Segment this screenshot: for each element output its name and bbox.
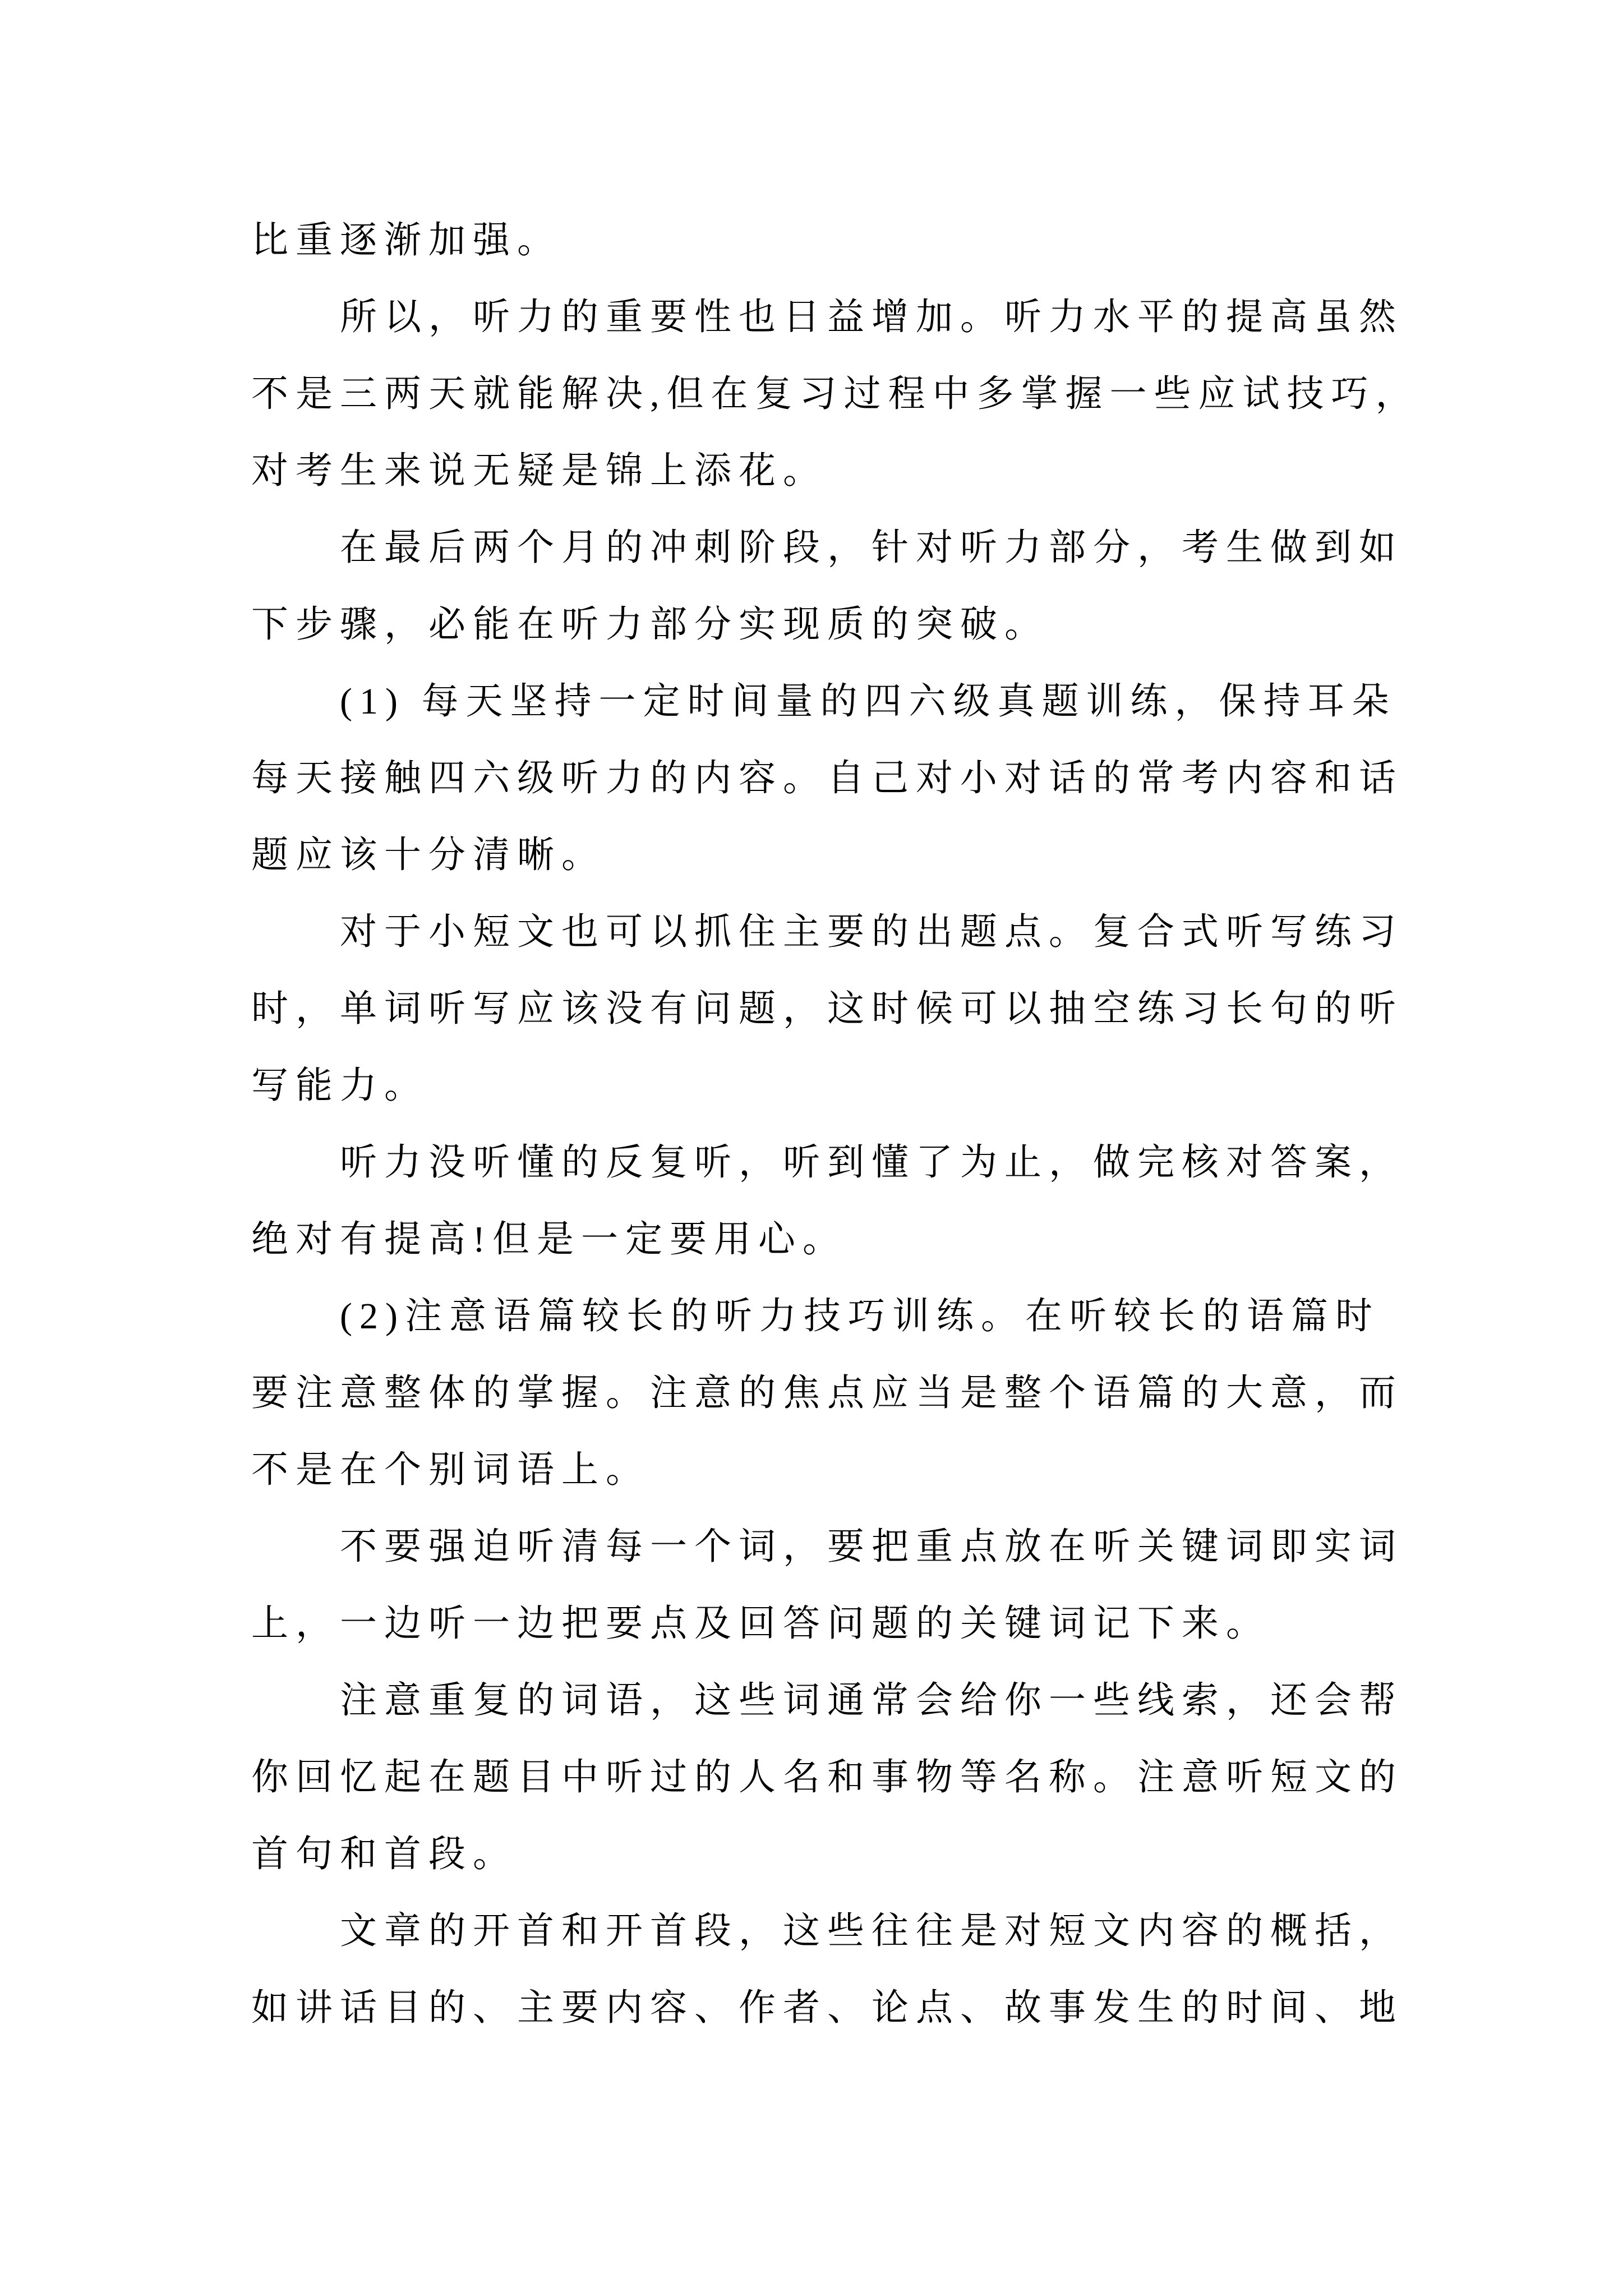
text-line: 绝对有提高!但是一定要用心。 [251, 1219, 847, 1260]
text-line: 所以，听力的重要性也日益增加。听力水平的提高虽然 [340, 297, 1403, 338]
text-line: 如讲话目的、主要内容、作者、论点、故事发生的时间、地 [251, 1987, 1403, 2028]
text-line: 不是三两天就能解决,但在复习过程中多掌握一些应试技巧， [251, 374, 1420, 415]
text-line: 听力没听懂的反复听，听到懂了为止，做完核对答案， [340, 1142, 1403, 1183]
text-line: 不是在个别词语上。 [251, 1450, 650, 1490]
text-line: 时，单词听写应该没有问题，这时候可以抽空练习长句的听 [251, 988, 1403, 1029]
text-line: 首句和首段。 [251, 1834, 517, 1875]
text-line: 下步骤，必能在听力部分实现质的突破。 [251, 604, 1049, 645]
text-line: (1) 每天坚持一定时间量的四六级真题训练，保持耳朵 [340, 681, 1396, 722]
text-line: 写能力。 [251, 1065, 428, 1106]
text-line: 不要强迫听清每一个词，要把重点放在听关键词即实词 [340, 1526, 1403, 1567]
text-line: 在最后两个月的冲刺阶段，针对听力部分，考生做到如 [340, 527, 1403, 568]
document-text [251, 202, 1420, 2046]
text-line: 文章的开首和开首段，这些往往是对短文内容的概括， [340, 1911, 1403, 1952]
text-line: 对于小短文也可以抓住主要的出题点。复合式听写练习 [340, 912, 1403, 953]
text-line: 注意重复的词语，这些词通常会给你一些线索，还会帮 [340, 1680, 1403, 1721]
text-line: (2)注意语篇较长的听力技巧训练。在听较长的语篇时 [340, 1296, 1380, 1337]
text-line: 要注意整体的掌握。注意的焦点应当是整个语篇的大意，而 [251, 1373, 1403, 1414]
text-line: 题应该十分清晰。 [251, 835, 606, 876]
text-line: 每天接触四六级听力的内容。自己对小对话的常考内容和话 [251, 758, 1403, 799]
text-line: 比重逐渐加强。 [251, 220, 561, 261]
text-line: 上，一边听一边把要点及回答问题的关键词记下来。 [251, 1603, 1270, 1644]
text-line: 对考生来说无疑是锦上添花。 [251, 450, 827, 491]
text-line: 你回忆起在题目中听过的人名和事物等名称。注意听短文的 [251, 1757, 1403, 1798]
